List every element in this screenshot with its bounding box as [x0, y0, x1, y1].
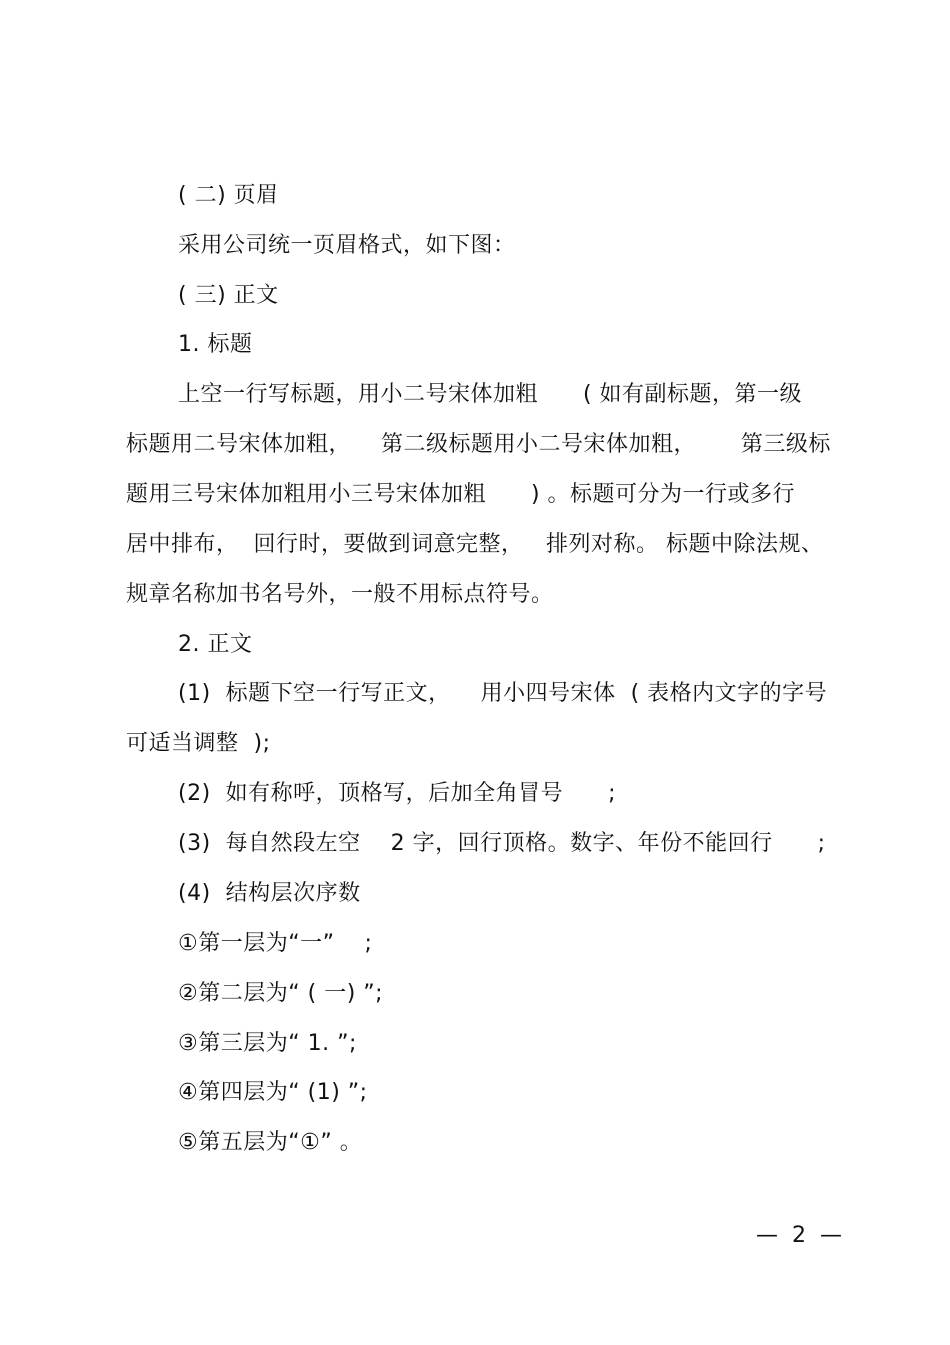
paragraph-title-line-3: 题用三号宋体加粗用小三号宋体加粗 ) 。标题可分为一行或多行: [126, 482, 796, 507]
level-item-2: ②第二层为“ ( 一) ”;: [178, 981, 384, 1006]
level-item-4: ④第四层为“ (1) ”;: [178, 1080, 368, 1105]
subheading-title: 1. 标题: [178, 332, 253, 357]
subheading-body: 2. 正文: [178, 632, 253, 657]
paragraph-header-format: 采用公司统一页眉格式，如下图：: [178, 233, 516, 258]
section-heading-header: ( 二) 页眉: [178, 183, 279, 208]
level-item-5: ⑤第五层为“①” 。: [178, 1130, 363, 1155]
level-item-3: ③第三层为“ 1. ”;: [178, 1031, 357, 1056]
paragraph-title-line-4: 居中排布， 回行时，要做到词意完整， 排列对称。 标题中除法规、: [126, 532, 824, 557]
page-number: — 2 —: [756, 1223, 842, 1248]
list-item-4: (4) 结构层次序数: [178, 881, 361, 906]
paragraph-title-line-2: 标题用二号宋体加粗， 第二级标题用小二号宋体加粗， 第三级标: [126, 432, 831, 457]
list-item-1-line-2: 可适当调整 );: [126, 731, 271, 756]
list-item-2: (2) 如有称呼，顶格写，后加全角冒号 ;: [178, 781, 617, 806]
paragraph-title-line-5: 规章名称加书名号外，一般不用标点符号。: [126, 582, 554, 607]
paragraph-title-line-1: 上空一行写标题，用小二号宋体加粗 ( 如有副标题，第一级: [178, 382, 803, 407]
section-heading-body: ( 三) 正文: [178, 283, 279, 308]
list-item-1-line-1: (1) 标题下空一行写正文， 用小四号宋体 ( 表格内文字的字号: [178, 681, 828, 706]
list-item-3: (3) 每自然段左空 2 字，回行顶格。数字、年份不能回行 ;: [178, 831, 826, 856]
level-item-1: ①第一层为“一” ;: [178, 931, 373, 956]
